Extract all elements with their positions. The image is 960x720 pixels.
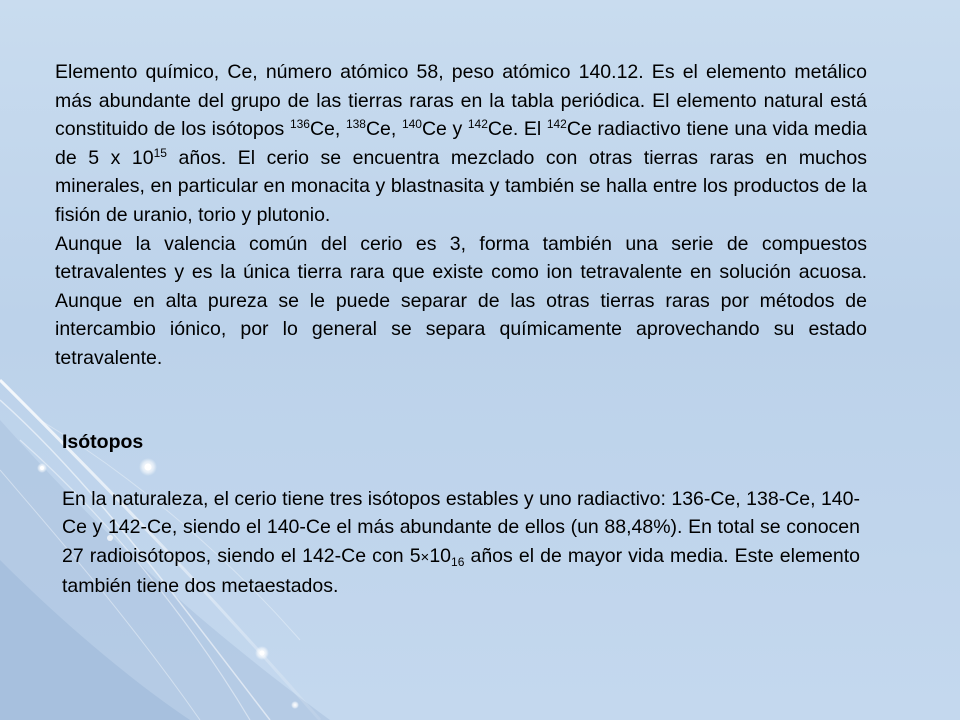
paragraph-cerium-description	[55, 58, 867, 230]
mass-number: 136	[289, 117, 310, 132]
isotopes-section	[62, 428, 860, 601]
mass-number: 142	[546, 117, 567, 132]
text-run: Ce y	[421, 118, 468, 141]
paragraph-valence: Aunque la valencia común del cerio es 3, forma también una serie de compuestos tetravalentes y es la única tierra rara que existe como ion tetravalente en solución acuosa. Aunque en alta pureza se le puede separar de las otras tierras raras por métodos de intercambio iónico, por lo general se separa químicamente aprovechando su estado tetravalente.	[55, 232, 867, 369]
text-run: Ce,	[365, 118, 402, 141]
section-heading: Isótopos	[62, 431, 144, 453]
text-run: 10	[429, 544, 452, 567]
exponent: 15	[153, 145, 167, 160]
mass-number: 138	[345, 117, 366, 132]
paragraph-isotopes	[62, 485, 860, 601]
body-text-block	[55, 58, 867, 373]
text-run: años. El cerio se encuentra mezclado con otras tierras raras en muchos minerales, en particular en monacita y blastnasita y también se halla entre los productos de la fisión de uranio, torio y plutonio.	[55, 146, 868, 226]
text-run: Ce,	[309, 118, 346, 141]
mass-number: 142	[467, 117, 488, 132]
times-sign: ×	[420, 548, 430, 566]
mass-number: 140	[401, 117, 422, 132]
subscript: 16	[451, 554, 465, 569]
text-run: Ce. El	[487, 118, 547, 141]
text-run: Ce radiactivo tiene una vida media de 5 x 10	[55, 118, 868, 169]
text-run: Elemento químico, Ce, número atómico 58, peso atómico 140.12. Es el elemento metálico más abundante del grupo de las tierras raras en la tabla periódica. El elemento natural está constituido de los isótopos	[55, 61, 867, 141]
text-run: años el de mayor vida media. Este elemento también tiene dos metaestados.	[62, 544, 860, 598]
text-run: En la naturaleza, el cerio tiene tres isótopos estables y uno radiactivo: 136-Ce, 138-Ce, 140-Ce y 142-Ce, siendo el 140-Ce el más abundante de ellos (un 88,48%). En total se conocen 27 radioisótopos, siendo el 142-Ce con 5	[62, 487, 860, 567]
